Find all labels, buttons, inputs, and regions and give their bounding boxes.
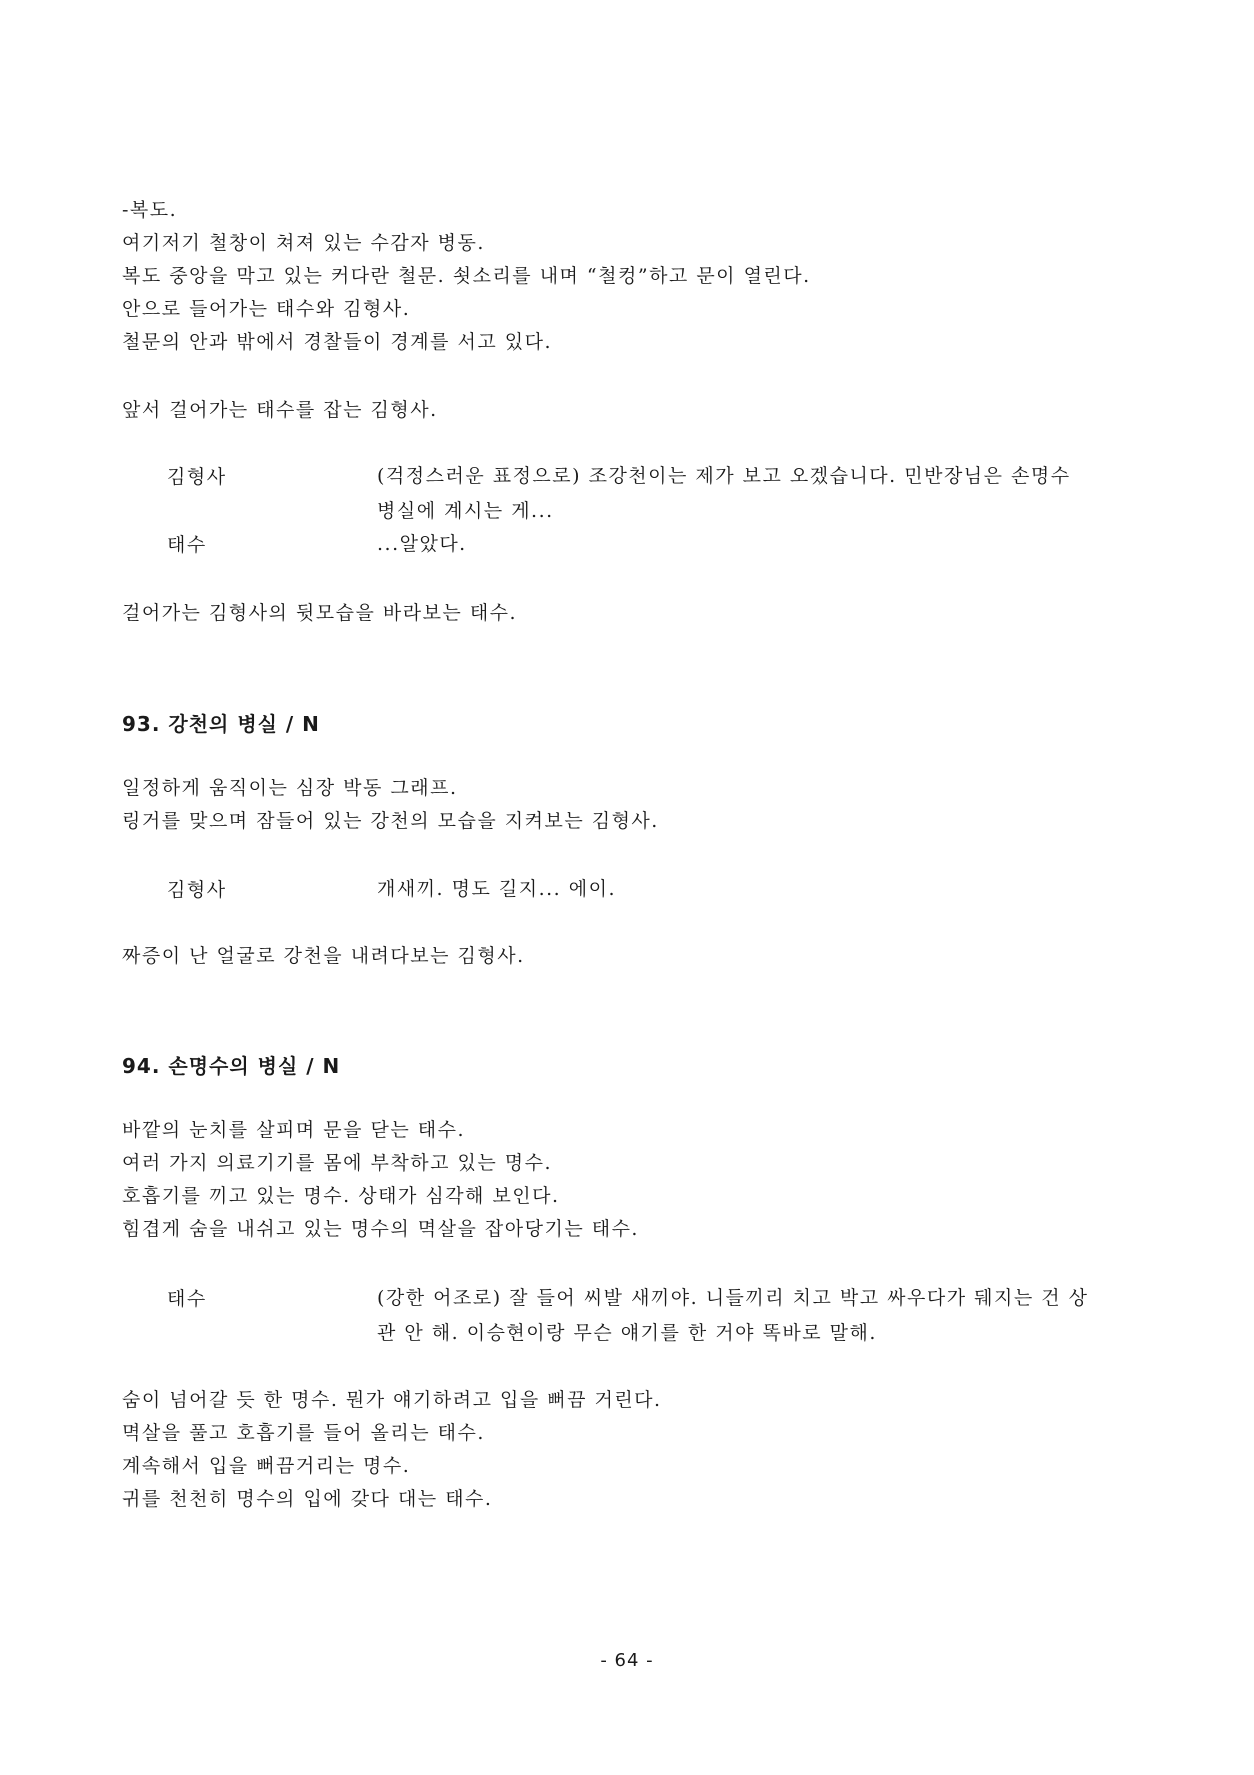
dialogue-speaker: 태수	[167, 1288, 207, 1310]
scene-slug: -복도.	[122, 199, 178, 221]
action-line: 철문의 안과 밖에서 경찰들이 경계를 서고 있다.	[122, 331, 553, 353]
action-line: 짜증이 난 얼굴로 강천을 내려다보는 김형사.	[122, 945, 525, 967]
dialogue-text	[377, 872, 1147, 907]
action-line: 귀를 천천히 명수의 입에 갖다 대는 태수.	[122, 1488, 493, 1510]
action-line: 복도 중앙을 막고 있는 커다란 철문. 쇳소리를 내며 “철컹”하고 문이 열린다.	[122, 265, 811, 287]
action-line: 앞서 걸어가는 태수를 잡는 김형사.	[122, 399, 438, 421]
dialogue-line: 병실에 계시는 게...	[377, 500, 554, 522]
action-line: 걸어가는 김형사의 뒷모습을 바라보는 태수.	[122, 602, 518, 624]
dialogue-line: ...알았다.	[377, 533, 467, 555]
dialogue-text	[377, 459, 1147, 529]
dialogue-line: (걱정스러운 표정으로) 조강천이는 제가 보고 오겠습니다. 민반장님은 손명수	[377, 465, 1071, 487]
dialogue-line: (강한 어조로) 잘 들어 씨발 새끼야. 니들끼리 치고 박고 싸우다가 뒈지는 건 상	[377, 1287, 1089, 1309]
dialogue-speaker: 김형사	[167, 466, 227, 488]
action-line: 계속해서 입을 뻐끔거리는 명수.	[122, 1455, 411, 1477]
dialogue-line: 개새끼. 명도 길지... 에이.	[377, 878, 617, 900]
action-line: 일정하게 움직이는 심장 박동 그래프.	[122, 777, 458, 799]
action-line: 호흡기를 끼고 있는 명수. 상태가 심각해 보인다.	[122, 1185, 560, 1207]
dialogue-line: 관 안 해. 이승현이랑 무슨 얘기를 한 거야 똑바로 말해.	[377, 1322, 877, 1344]
action-line: 여기저기 철창이 쳐져 있는 수감자 병동.	[122, 232, 485, 254]
scene-heading: 93. 강천의 병실 / N	[122, 712, 320, 736]
action-line: 링거를 맞으며 잠들어 있는 강천의 모습을 지켜보는 김형사.	[122, 810, 659, 832]
action-line: 여러 가지 의료기기를 몸에 부착하고 있는 명수.	[122, 1152, 553, 1174]
dialogue-text	[377, 1281, 1147, 1351]
dialogue-speaker: 태수	[167, 534, 207, 556]
scene-heading: 94. 손명수의 병실 / N	[122, 1054, 341, 1078]
action-line: 숨이 넘어갈 듯 한 명수. 뭔가 얘기하려고 입을 뻐끔 거린다.	[122, 1389, 662, 1411]
dialogue-speaker: 김형사	[167, 879, 227, 901]
action-line: 바깥의 눈치를 살피며 문을 닫는 태수.	[122, 1119, 466, 1141]
action-line: 안으로 들어가는 태수와 김형사.	[122, 298, 411, 320]
action-line: 힘겹게 숨을 내쉬고 있는 명수의 멱살을 잡아당기는 태수.	[122, 1218, 639, 1240]
page-number: - 64 -	[600, 1650, 654, 1671]
dialogue-text	[377, 527, 1147, 562]
action-line: 멱살을 풀고 호흡기를 들어 올리는 태수.	[122, 1422, 485, 1444]
